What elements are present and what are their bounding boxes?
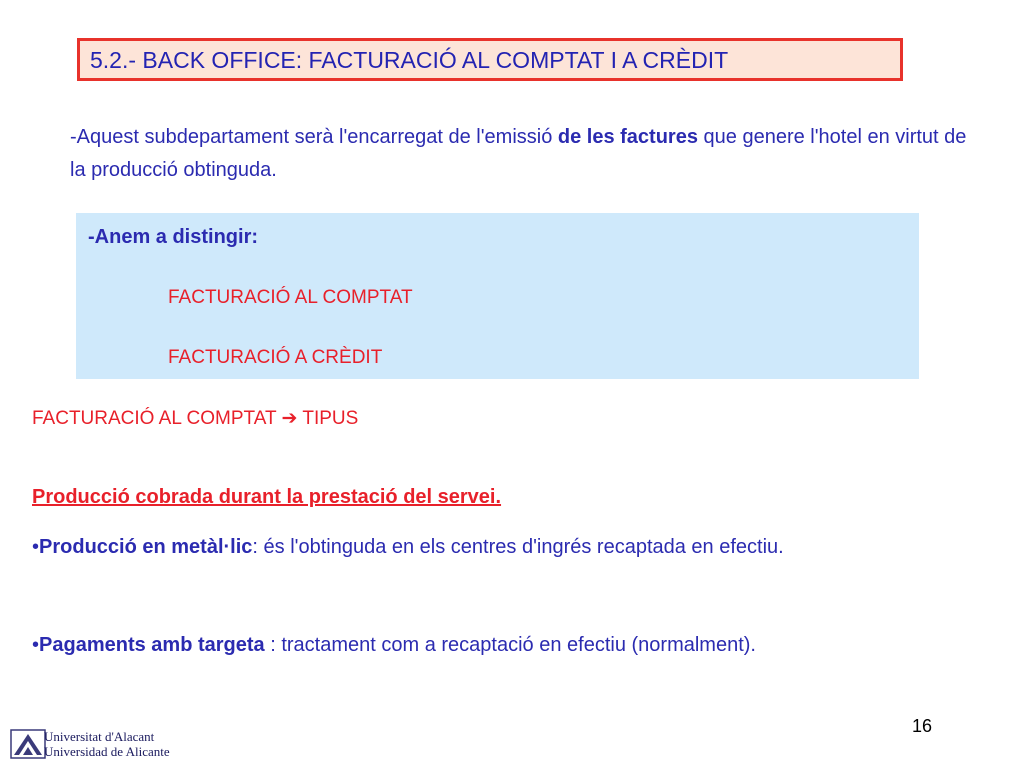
tipus-heading xyxy=(32,407,358,430)
bullet-item-card xyxy=(32,620,992,671)
tipus-word: TIPUS xyxy=(302,408,359,429)
university-name-valencian: Universitat d'Alacant xyxy=(44,729,155,744)
page-number: 16 xyxy=(912,716,933,736)
slide-title: 5.2.- BACK OFFICE: FACTURACIÓ AL COMPTAT I A CRÈDIT xyxy=(90,47,729,73)
bullet-description: : tractament com a recaptació en efectiu (normalment). xyxy=(264,634,756,656)
option-credit-billing: FACTURACIÓ A CRÈDIT xyxy=(168,347,383,368)
option-cash-billing: FACTURACIÓ AL COMPTAT xyxy=(168,287,413,308)
cobrada-heading: Producció cobrada durant la prestació del servei. xyxy=(32,486,502,508)
university-name-spanish: Universidad de Alicante xyxy=(44,744,170,759)
bullet-marker: • xyxy=(32,536,40,558)
intro-text-bold: de les factures xyxy=(557,126,698,148)
intro-paragraph xyxy=(70,121,970,187)
university-logo-icon xyxy=(10,729,46,759)
bullet-marker: • xyxy=(32,634,40,656)
arrow-right-icon: ➔ xyxy=(281,408,298,429)
distinguish-box xyxy=(76,213,919,379)
bullet-item-metallic xyxy=(32,522,992,573)
tipus-label: FACTURACIÓ AL COMPTAT xyxy=(32,408,277,429)
distinguish-heading: -Anem a distingir: xyxy=(88,226,259,248)
slide-title-box xyxy=(77,38,903,81)
university-name xyxy=(44,729,170,759)
bullet-term: Producció en metàl·lic xyxy=(39,536,253,558)
bullet-term: Pagaments amb targeta xyxy=(39,634,265,656)
intro-text-end: que genere l'hotel en virtut de la producció obtinguda. xyxy=(70,126,967,181)
intro-text-start: -Aquest subdepartament serà l'encarregat de l'emissió xyxy=(70,126,558,148)
bullet-description: : és l'obtinguda en els centres d'ingrés recaptada en efectiu. xyxy=(252,536,784,558)
